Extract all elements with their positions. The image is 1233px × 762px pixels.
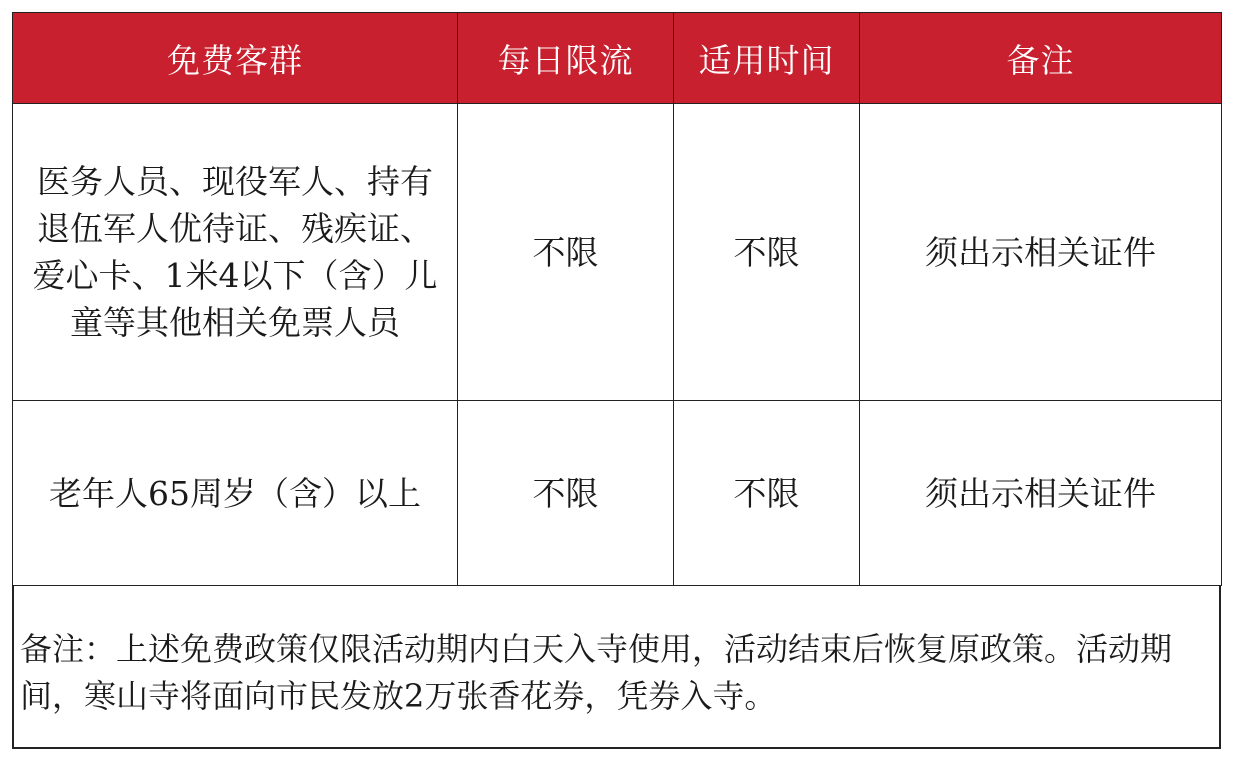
- free-admission-table: [12, 12, 1222, 586]
- cell-free-group: [13, 401, 458, 586]
- cell-remark: [860, 104, 1222, 401]
- applicable-time-text: 不限: [733, 232, 800, 272]
- header-daily-limit: 每日限流: [458, 13, 674, 104]
- table-row: [13, 104, 1222, 401]
- cell-applicable-time: [674, 104, 860, 401]
- remark-text: 须出示相关证件: [925, 473, 1156, 513]
- free-group-text: 老年人65周岁（含）以上: [49, 473, 421, 513]
- header-free-group: 免费客群: [13, 13, 458, 104]
- cell-daily-limit: [458, 401, 674, 586]
- cell-daily-limit: [458, 104, 674, 401]
- free-group-text: 医务人员、现役军人、持有退伍军人优待证、残疾证、爱心卡、1米4以下（含）儿童等其他相关免票人员: [32, 162, 438, 342]
- note-box: [12, 586, 1221, 749]
- cell-free-group: [13, 104, 458, 401]
- header-remark: 备注: [860, 13, 1222, 104]
- header-applicable-time: 适用时间: [674, 13, 860, 104]
- table-row: [13, 401, 1222, 586]
- table-header-row: [13, 13, 1222, 104]
- daily-limit-text: 不限: [532, 473, 599, 513]
- applicable-time-text: 不限: [733, 473, 800, 513]
- cell-remark: [860, 401, 1222, 586]
- remark-text: 须出示相关证件: [925, 232, 1156, 272]
- note-text: 备注：上述免费政策仅限活动期内白天入寺使用，活动结束后恢复原政策。活动期间，寒山寺将面向市民发放2万张香花券，凭券入寺。: [20, 630, 1173, 715]
- cell-applicable-time: [674, 401, 860, 586]
- daily-limit-text: 不限: [532, 232, 599, 272]
